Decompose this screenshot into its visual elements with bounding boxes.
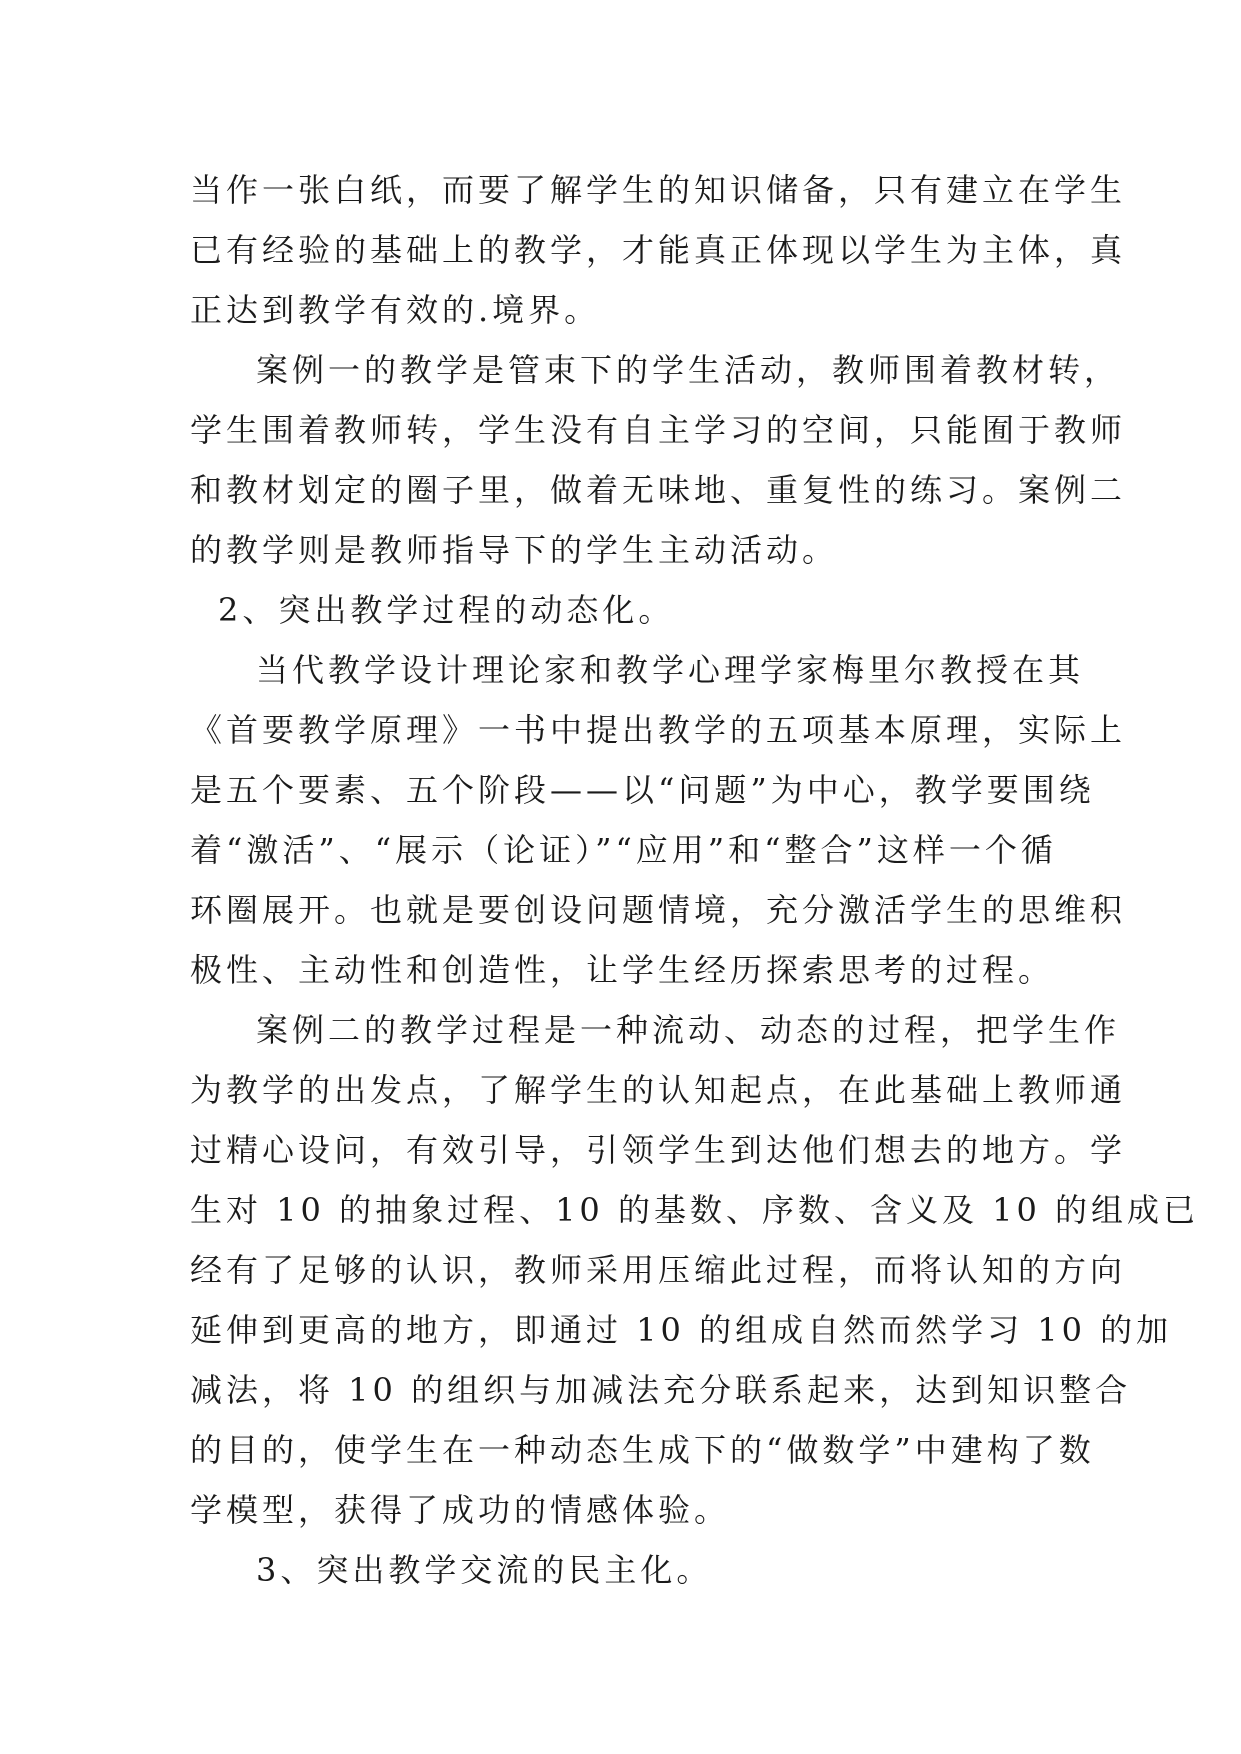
paragraph-line: 正达到教学有效的.境界。 [190,291,601,329]
body-text [190,160,1200,1600]
paragraph-line: 和教材划定的圈子里，做着无味地、重复性的练习。案例二 [190,471,1127,509]
paragraph-line: 为教学的出发点，了解学生的认知起点，在此基础上教师通 [190,1071,1127,1109]
section-heading: 3、突出教学交流的民主化。 [256,1551,713,1589]
paragraph-line: 是五个要素、五个阶段——以“问题”为中心，教学要围绕 [190,771,1095,809]
paragraph-line: 生对 10 的抽象过程、10 的基数、序数、含义及 10 的组成已 [190,1191,1200,1229]
paragraph-line: 当作一张白纸，而要了解学生的知识储备，只有建立在学生 [190,171,1127,209]
paragraph-line: 着“激活”、“展示（论证）”“应用”和“整合”这样一个循 [190,831,1057,869]
paragraph-line: 经有了足够的认识，教师采用压缩此过程，而将认知的方向 [190,1251,1127,1289]
paragraph-line: 《首要教学原理》一书中提出教学的五项基本原理，实际上 [190,711,1127,749]
paragraph-line: 当代教学设计理论家和教学心理学家梅里尔教授在其 [256,651,1085,689]
paragraph-line: 减法，将 10 的组织与加减法充分联系起来，达到知识整合 [190,1371,1132,1409]
paragraph-line: 学模型，获得了成功的情感体验。 [190,1491,731,1529]
paragraph-line: 学生围着教师转，学生没有自主学习的空间，只能囿于教师 [190,411,1127,449]
paragraph-line: 案例一的教学是管束下的学生活动，教师围着教材转， [256,351,1121,389]
section-heading: 2、突出教学过程的动态化。 [218,591,675,629]
paragraph-line: 的教学则是教师指导下的学生主动活动。 [190,531,839,569]
paragraph-line: 的目的，使学生在一种动态生成下的“做数学”中建构了数 [190,1431,1095,1469]
paragraph-line: 已有经验的基础上的教学，才能真正体现以学生为主体，真 [190,231,1127,269]
paragraph-line: 案例二的教学过程是一种流动、动态的过程，把学生作 [256,1011,1121,1049]
paragraph-line: 过精心设问，有效引导，引领学生到达他们想去的地方。学 [190,1131,1127,1169]
paragraph-line: 延伸到更高的地方，即通过 10 的组成自然而然学习 10 的加 [190,1311,1173,1349]
paragraph-line: 极性、主动性和创造性，让学生经历探索思考的过程。 [190,951,1055,989]
paragraph-line: 环圈展开。也就是要创设问题情境，充分激活学生的思维积 [190,891,1127,929]
